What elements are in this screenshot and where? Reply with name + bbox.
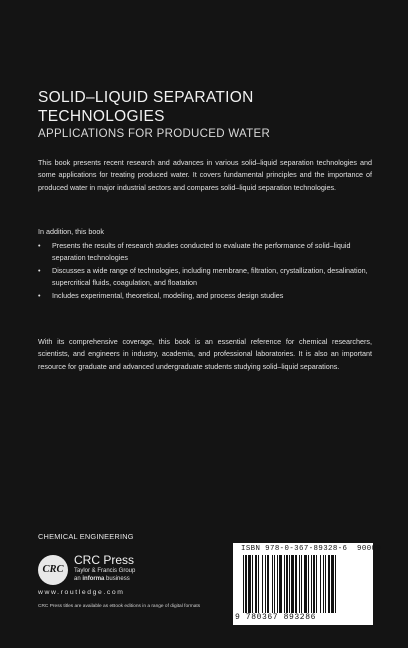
isbn-barcode — [233, 543, 382, 625]
bullet-icon: • — [38, 241, 41, 250]
barcode-bar — [277, 555, 278, 613]
list-item — [38, 240, 372, 265]
bullet-icon: • — [38, 290, 41, 300]
informa-brand: informa — [82, 576, 105, 582]
barcode-bar — [284, 555, 285, 613]
publisher-group: Taylor & Francis Group — [74, 568, 136, 574]
barcode-bars — [243, 555, 367, 613]
barcode-bar — [272, 555, 273, 613]
informa-suffix: business — [106, 576, 130, 582]
barcode-bar — [248, 555, 251, 613]
barcode-bar — [304, 555, 307, 613]
feature-list — [38, 240, 372, 302]
barcode-bar — [255, 555, 257, 613]
publisher-informa — [74, 576, 130, 582]
ean-digits: 9 780367 893286 — [235, 613, 317, 622]
barcode-bar — [325, 555, 326, 613]
barcode-bar — [258, 555, 259, 613]
barcode-bar — [262, 555, 263, 613]
book-subtitle: APPLICATIONS FOR PRODUCED WATER — [38, 128, 271, 140]
list-item-text: Presents the results of research studies conducted to evaluate the performance of solid–liquid separation technologies — [52, 241, 351, 263]
publisher-website[interactable]: www.routledge.com — [38, 589, 125, 596]
book-title — [38, 88, 378, 126]
list-item-text: Discusses a wide range of technologies, including membrane, filtration, crystallization, desalination, supercritical fluids, coagulation, and floatation — [52, 265, 368, 288]
barcode-bar — [301, 555, 302, 613]
description-paragraph-2: With its comprehensive coverage, this book is an essential reference for chemical researchers, scientists, and engineers in industry, academia, and professional laboratories. It is also an important resource for graduate and advanced undergraduate students studying solid–liquid separations. — [38, 337, 372, 371]
barcode-bar — [252, 555, 253, 613]
barcode-bar — [320, 555, 321, 613]
price-code: 90000 — [357, 545, 382, 553]
barcode-bar — [328, 555, 330, 613]
bullets-lead-in: In addition, this book — [38, 227, 104, 236]
barcode-bar — [323, 555, 324, 613]
title-line-1: SOLID–LIQUID SEPARATION — [38, 89, 254, 106]
isbn-number: ISBN 978-0-367-89328-6 — [241, 545, 348, 553]
barcode-bar — [331, 555, 334, 613]
barcode-bar — [274, 555, 275, 613]
barcode-bar — [267, 555, 269, 613]
barcode-bar — [289, 555, 290, 613]
bullet-icon: • — [38, 265, 41, 275]
list-item — [38, 265, 372, 290]
title-line-2: TECHNOLOGIES — [38, 108, 165, 125]
barcode-bar — [279, 555, 282, 613]
barcode-bar — [311, 555, 312, 613]
barcode-bar — [308, 555, 309, 613]
list-item-text: Includes experimental, theoretical, modeling, and process design studies — [52, 290, 284, 300]
isbn-label — [241, 545, 381, 553]
barcode-bar — [313, 555, 315, 613]
description-paragraph-1: This book presents recent research and advances in various solid–liquid separation technologies and some applications for treating produced water. It covers fundamental principles and the importance of produced water in major industrial sectors and compares solid–liquid separation technologies. — [38, 158, 372, 192]
subject-category: CHEMICAL ENGINEERING — [38, 532, 134, 541]
barcode-bar — [335, 555, 336, 613]
informa-prefix: an — [74, 576, 81, 582]
barcode-bar — [291, 555, 294, 613]
publisher-name: CRC Press — [74, 553, 135, 567]
barcode-bar — [295, 555, 297, 613]
crc-logo-icon: CRC — [38, 555, 68, 585]
barcode-bar — [316, 555, 317, 613]
barcode-bar — [299, 555, 300, 613]
barcode-bar — [243, 555, 244, 613]
list-item — [38, 290, 372, 302]
barcode-bar — [245, 555, 247, 613]
barcode-bar — [265, 555, 266, 613]
ebook-footnote: CRC Press titles are available as eBook editions in a range of digital formats — [38, 604, 201, 609]
barcode-bar — [286, 555, 288, 613]
